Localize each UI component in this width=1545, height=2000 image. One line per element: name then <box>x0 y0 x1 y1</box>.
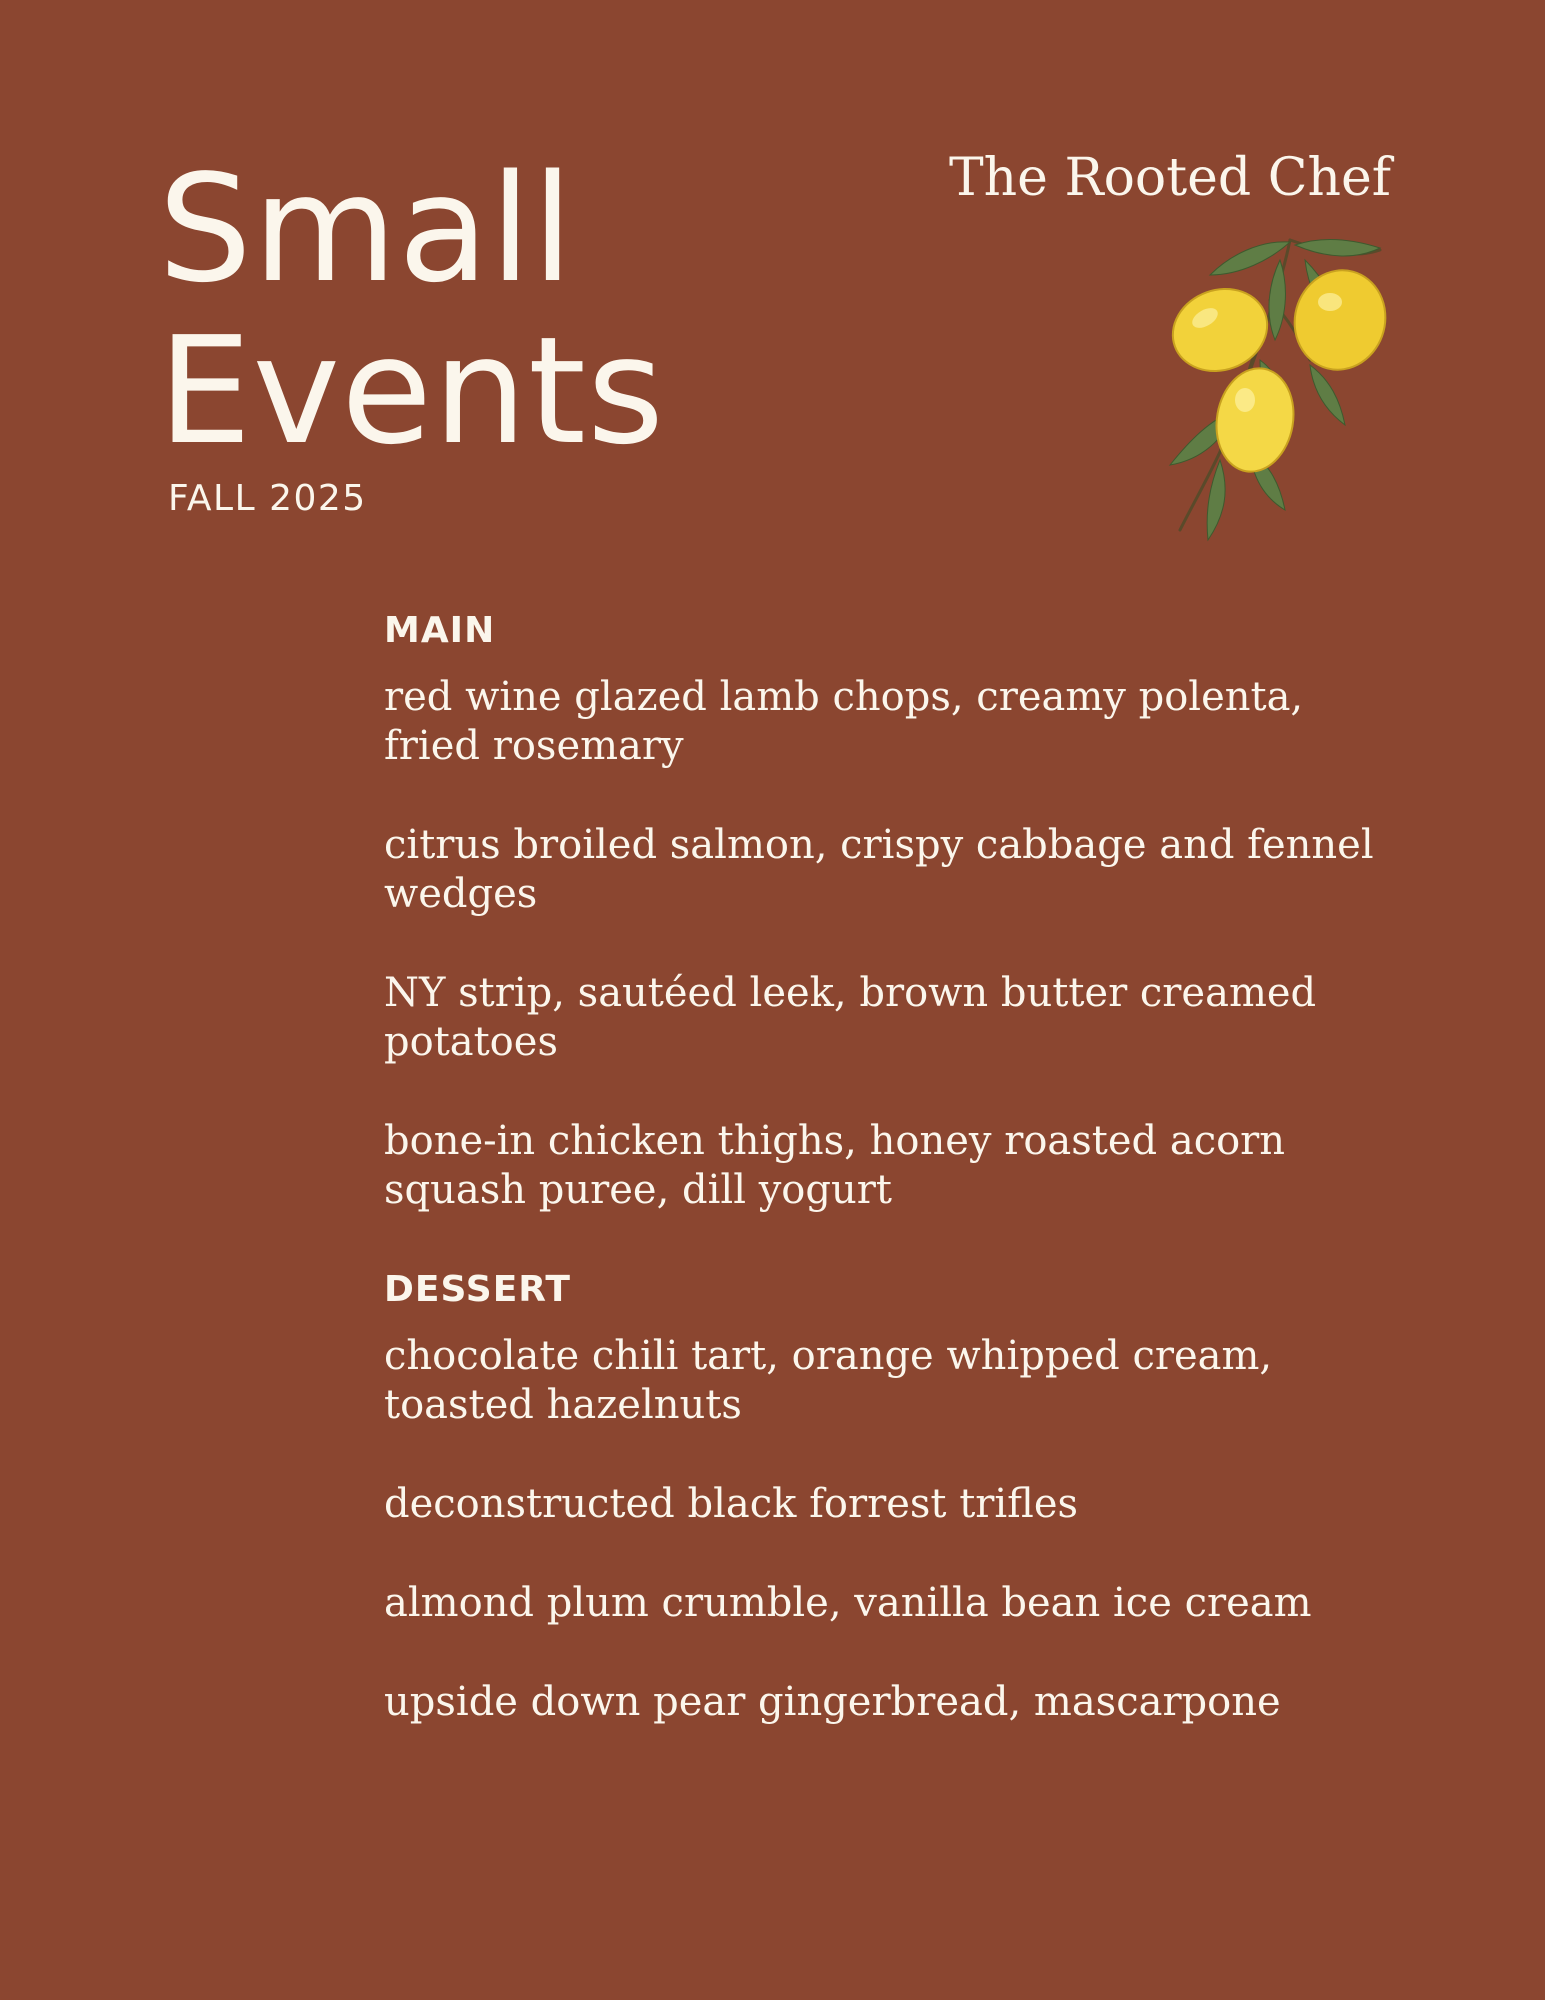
menu-item: almond plum crumble, vanilla bean ice cream <box>384 1580 1312 1626</box>
dessert-heading: DESSERT <box>384 1269 571 1310</box>
menu-item: citrus broiled salmon, crispy cabbage and fennel wedges <box>384 822 1374 917</box>
dessert-items <box>384 1332 1384 1727</box>
brand-name: The Rooted Chef <box>948 148 1391 208</box>
season-label: FALL 2025 <box>168 478 367 519</box>
main-section <box>384 610 1384 1215</box>
menu-item: NY strip, sautéed leek, brown butter creamed potatoes <box>384 970 1317 1065</box>
main-items <box>384 673 1384 1215</box>
menu-item: upside down pear gingerbread, mascarpone <box>384 1679 1281 1725</box>
dessert-section <box>384 1269 1384 1727</box>
menu-item: red wine glazed lamb chops, creamy polenta, fried rosemary <box>384 674 1304 769</box>
menu-item: deconstructed black forrest trifles <box>384 1481 1079 1527</box>
page-title <box>158 143 666 477</box>
main-heading: MAIN <box>384 610 496 651</box>
menu-item: bone-in chicken thighs, honey roasted acorn squash puree, dill yogurt <box>384 1118 1286 1213</box>
menu-item: chocolate chili tart, orange whipped cream, toasted hazelnuts <box>384 1333 1273 1428</box>
lemon-branch-icon <box>1140 230 1400 550</box>
menu-list <box>384 610 1384 1777</box>
title-line-2: Events <box>158 305 666 477</box>
title-line-1: Small <box>158 143 575 315</box>
